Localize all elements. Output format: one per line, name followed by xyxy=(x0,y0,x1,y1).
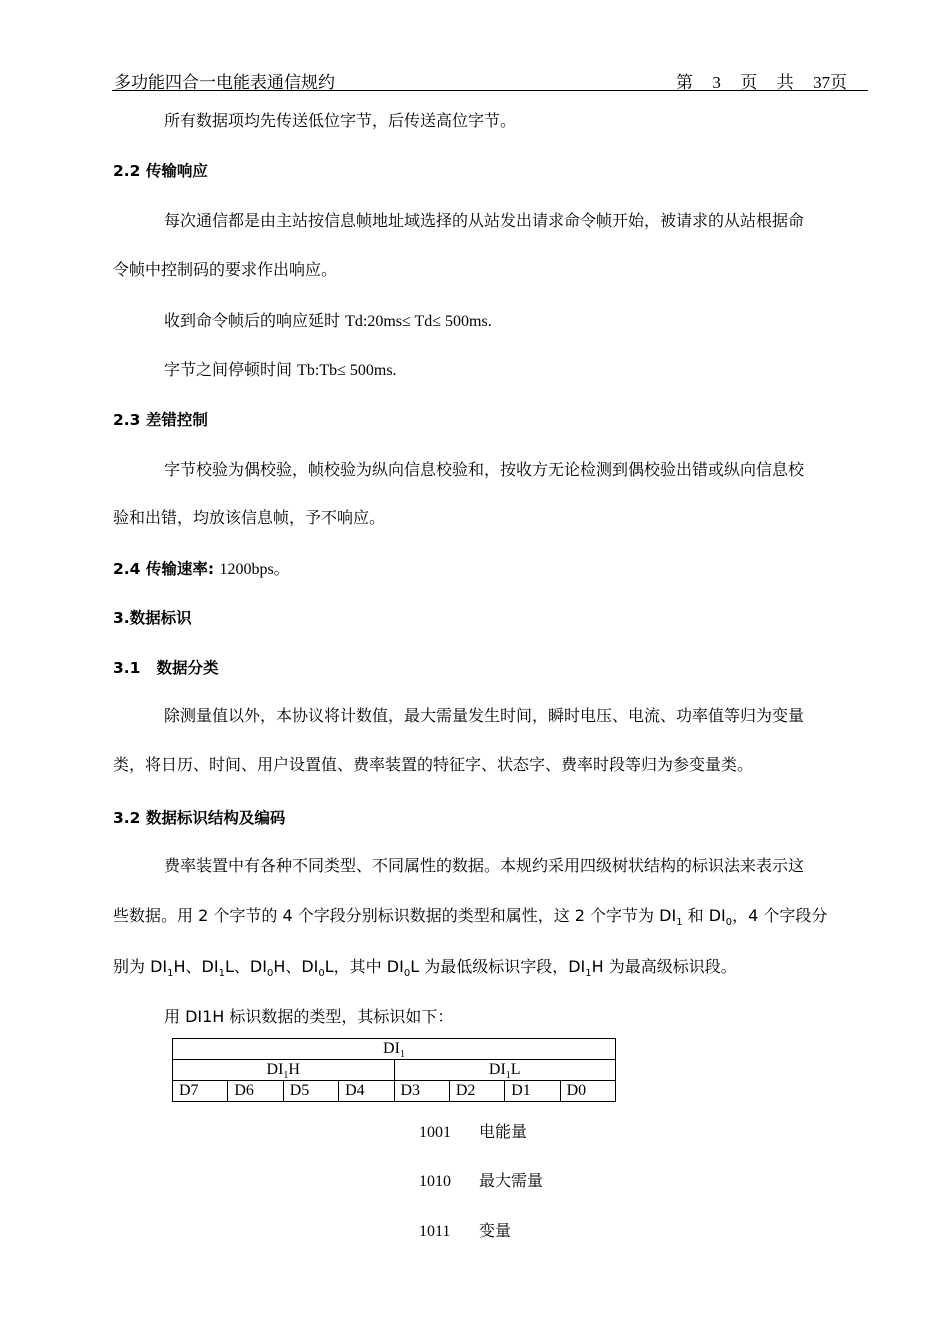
document-title: 多功能四合一电能表通信规约 xyxy=(114,73,335,93)
section-heading-3-2: 3.2 数据标识结构及编码 xyxy=(113,809,286,827)
paragraph-2-2-line2: 令帧中控制码的要求作出响应。 xyxy=(113,260,338,279)
paragraph-3-2-line4: 用 DI1H 标识数据的类型，其标识如下： xyxy=(164,1007,454,1026)
baud-rate-value: 1200bps。 xyxy=(219,561,290,578)
byte-pause-label: 字节之间停顿时间 xyxy=(164,360,298,379)
header-rule xyxy=(112,90,868,91)
page-number: 3 xyxy=(712,73,721,92)
cell-text: H xyxy=(288,1061,300,1078)
text-run: 别为 DI xyxy=(113,957,168,976)
baud-rate-label: 2.4 传输速率: xyxy=(113,560,220,578)
paragraph-3-2-line2 xyxy=(113,903,827,926)
list-item xyxy=(419,1119,527,1142)
cell-text: DI xyxy=(488,1061,506,1078)
code-value: 1010 xyxy=(419,1173,451,1190)
byte-pause-value: Tb:Tb≤ 500ms. xyxy=(297,362,397,379)
table-row xyxy=(173,1081,616,1102)
paragraph-2-2-line1: 每次通信都是由主站按信息帧地址域选择的从站发出请求命令帧开始，被请求的从站根据命 xyxy=(164,211,805,230)
text-run: L，其中 DI xyxy=(324,957,404,976)
table-cell-bit: D5 xyxy=(283,1081,338,1102)
text-run: 和 DI xyxy=(682,906,726,925)
table-header-di1 xyxy=(173,1039,616,1060)
text-run: L 为最低级标识字段，DI xyxy=(410,957,586,976)
section-heading-3: 3.数据标识 xyxy=(113,609,192,627)
cell-text: L xyxy=(510,1061,521,1078)
code-label: 最大需量 xyxy=(479,1171,544,1190)
total-pages: 37页 xyxy=(813,73,848,92)
subscript: 1 xyxy=(167,968,174,979)
table-row xyxy=(173,1039,616,1060)
table-cell-bit: D2 xyxy=(449,1081,504,1102)
total-label: 共 xyxy=(776,73,794,93)
section-heading-2-4 xyxy=(113,556,290,579)
section-3-1-title: 数据分类 xyxy=(156,659,219,677)
section-heading-3-1 xyxy=(113,656,218,678)
table-header-di1h xyxy=(173,1060,395,1081)
table-cell-bit: D6 xyxy=(228,1081,283,1102)
paragraph-byte-order: 所有数据项均先传送低位字节，后传送高位字节。 xyxy=(164,111,517,130)
text-run: L、DI xyxy=(224,957,267,976)
subscript: 0 xyxy=(318,968,325,979)
subscript: 1 xyxy=(676,917,683,928)
text-run: H 为最高级标识段。 xyxy=(591,957,737,976)
text-run: 些数据。用 2 个字节的 4 个字段分别标识数据的类型和属性，这 2 个字节为 DI xyxy=(113,906,677,925)
paragraph-3-1-line1: 除测量值以外，本协议将计数值，最大需量发生时间，瞬时电压、电流、功率值等归为变量 xyxy=(164,706,805,725)
cell-text: DI xyxy=(383,1040,400,1057)
subscript: 1 xyxy=(505,1070,511,1081)
byte-pause-text xyxy=(164,357,397,380)
list-item xyxy=(419,1218,511,1241)
subscript: 1 xyxy=(585,968,592,979)
paragraph-3-2-line3 xyxy=(113,954,737,977)
subscript: 0 xyxy=(725,917,733,928)
page-label: 第 xyxy=(676,73,693,93)
page-unit: 页 xyxy=(740,73,758,93)
text-run: H、DI xyxy=(273,957,319,976)
subscript: 0 xyxy=(266,968,274,979)
code-label: 电能量 xyxy=(479,1122,528,1141)
response-delay-text xyxy=(164,308,492,331)
code-label: 变量 xyxy=(479,1221,512,1240)
table-cell-bit: D7 xyxy=(173,1081,228,1102)
subscript: 1 xyxy=(218,968,225,979)
text-run: H、DI xyxy=(173,957,219,976)
di1-bit-table xyxy=(172,1038,616,1102)
subscript: 0 xyxy=(403,968,411,979)
subscript: 1 xyxy=(283,1070,289,1081)
paragraph-3-2-line1: 费率装置中有各种不同类型、不同属性的数据。本规约采用四级树状结构的标识法来表示这 xyxy=(164,856,805,875)
table-cell-bit: D1 xyxy=(505,1081,560,1102)
response-delay-value: Td:20ms≤ Td≤ 500ms. xyxy=(345,313,492,330)
cell-text: DI xyxy=(266,1061,284,1078)
paragraph-2-3-line1: 字节校验为偶校验，帧校验为纵向信息校验和，按收方无论检测到偶校验出错或纵向信息校 xyxy=(164,460,805,479)
code-value: 1011 xyxy=(419,1223,451,1240)
subscript: 1 xyxy=(399,1049,405,1060)
section-heading-2-2: 2.2 传输响应 xyxy=(113,162,208,180)
section-3-1-number: 3.1 xyxy=(113,659,141,677)
table-cell-bit: D4 xyxy=(339,1081,394,1102)
response-delay-label: 收到命令帧后的响应延时 xyxy=(164,311,346,330)
list-item xyxy=(419,1168,543,1191)
paragraph-2-3-line2: 验和出错，均放该信息帧，予不响应。 xyxy=(113,508,386,527)
section-heading-2-3: 2.3 差错控制 xyxy=(113,411,208,429)
text-run: ，4 个字段分 xyxy=(732,906,828,925)
table-cell-bit: D0 xyxy=(560,1081,615,1102)
table-cell-bit: D3 xyxy=(394,1081,449,1102)
table-row xyxy=(173,1060,616,1081)
code-value: 1001 xyxy=(419,1124,451,1141)
paragraph-3-1-line2: 类，将日历、时间、用户设置值、费率装置的特征字、状态字、费率时段等归为参变量类。 xyxy=(113,755,754,774)
table-header-di1l xyxy=(394,1060,616,1081)
